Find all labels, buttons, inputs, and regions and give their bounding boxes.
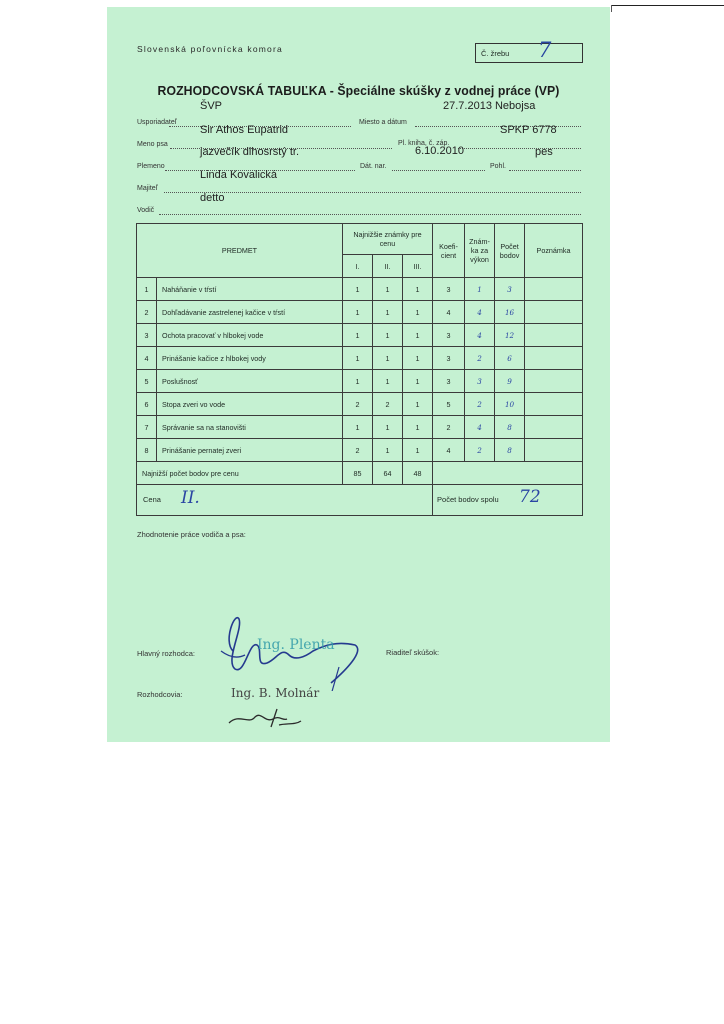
row-points: 16 bbox=[495, 301, 525, 324]
organization-name: Slovenská poľovnícka komora bbox=[137, 44, 283, 54]
row-min-1: 1 bbox=[343, 301, 373, 324]
prize-cell bbox=[137, 485, 433, 516]
header-prize-3: III. bbox=[403, 255, 433, 278]
row-grade: 2 bbox=[465, 347, 495, 370]
row-subject: Poslušnosť bbox=[157, 370, 343, 393]
min-points-1: 85 bbox=[343, 462, 373, 485]
row-min-1: 1 bbox=[343, 347, 373, 370]
sex-value: pes bbox=[535, 146, 553, 158]
row-points: 8 bbox=[495, 439, 525, 462]
organizer-label: Usporiadateľ bbox=[137, 119, 177, 126]
dog-name-label: Meno psa bbox=[137, 141, 168, 148]
row-coefficient: 5 bbox=[433, 393, 465, 416]
owner-line bbox=[164, 192, 581, 193]
row-coefficient: 3 bbox=[433, 278, 465, 301]
table-header-row bbox=[137, 224, 583, 255]
row-number: 3 bbox=[137, 324, 157, 347]
row-note bbox=[525, 347, 583, 370]
min-points-3: 48 bbox=[403, 462, 433, 485]
row-min-2: 1 bbox=[373, 370, 403, 393]
total-row bbox=[137, 485, 583, 516]
row-min-2: 1 bbox=[373, 278, 403, 301]
row-min-3: 1 bbox=[403, 439, 433, 462]
row-number: 7 bbox=[137, 416, 157, 439]
row-coefficient: 2 bbox=[433, 416, 465, 439]
birth-date-label: Dát. nar. bbox=[360, 163, 387, 170]
handler-label: Vodič bbox=[137, 207, 155, 214]
row-min-1: 1 bbox=[343, 278, 373, 301]
row-min-2: 1 bbox=[373, 416, 403, 439]
scan-edge-tick bbox=[611, 5, 612, 12]
row-number: 8 bbox=[137, 439, 157, 462]
page-title: ROZHODCOVSKÁ TABUĽKA - Špeciálne skúšky z vodnej práce (VP) bbox=[157, 84, 560, 98]
header-coefficient: Koefi-cient bbox=[433, 224, 465, 278]
row-min-1: 1 bbox=[343, 324, 373, 347]
row-subject: Stopa zveri vo vode bbox=[157, 393, 343, 416]
row-number: 4 bbox=[137, 347, 157, 370]
row-min-3: 1 bbox=[403, 278, 433, 301]
row-points: 8 bbox=[495, 416, 525, 439]
row-grade: 4 bbox=[465, 324, 495, 347]
row-min-1: 2 bbox=[343, 439, 373, 462]
row-min-3: 1 bbox=[403, 416, 433, 439]
row-points: 12 bbox=[495, 324, 525, 347]
row-coefficient: 4 bbox=[433, 439, 465, 462]
table-row bbox=[137, 393, 583, 416]
header-prize-2: II. bbox=[373, 255, 403, 278]
row-note bbox=[525, 324, 583, 347]
dog-name-value: Sir Athos Eupatrid bbox=[200, 124, 289, 136]
studbook-value: SPKP 6778 bbox=[500, 124, 557, 136]
total-points-value: 72 bbox=[519, 487, 541, 507]
sex-line bbox=[509, 170, 581, 171]
row-min-3: 1 bbox=[403, 324, 433, 347]
row-note bbox=[525, 370, 583, 393]
draw-number-value: 7 bbox=[538, 38, 552, 62]
row-subject: Dohľadávanie zastrelenej kačice v tŕstí bbox=[157, 301, 343, 324]
row-coefficient: 4 bbox=[433, 301, 465, 324]
row-min-3: 1 bbox=[403, 301, 433, 324]
table-row bbox=[137, 370, 583, 393]
row-grade: 3 bbox=[465, 370, 495, 393]
header-points: Počet bodov bbox=[495, 224, 525, 278]
row-note bbox=[525, 439, 583, 462]
judge-signature bbox=[225, 703, 305, 729]
organizer-value: ŠVP bbox=[200, 100, 223, 112]
min-points-row bbox=[137, 462, 583, 485]
row-grade: 1 bbox=[465, 278, 495, 301]
judge-stamp: Ing. B. Molnár bbox=[231, 686, 320, 700]
table-row bbox=[137, 324, 583, 347]
row-grade: 2 bbox=[465, 393, 495, 416]
row-points: 9 bbox=[495, 370, 525, 393]
chief-judge-stamp: Ing. Plenta bbox=[257, 637, 335, 653]
prize-label: Cena bbox=[143, 495, 161, 504]
scan-edge-line bbox=[612, 5, 724, 6]
header-min-grades: Najnižšie známky pre cenu bbox=[343, 224, 433, 255]
row-grade: 4 bbox=[465, 416, 495, 439]
row-min-2: 1 bbox=[373, 347, 403, 370]
row-min-3: 1 bbox=[403, 370, 433, 393]
table-row bbox=[137, 278, 583, 301]
draw-number-box bbox=[475, 38, 583, 63]
studbook-label: Pl. kniha, č. záp. bbox=[398, 140, 450, 147]
owner-label: Majiteľ bbox=[137, 185, 158, 192]
total-points-cell bbox=[433, 485, 583, 516]
test-director-label: Riaditeľ skúšok: bbox=[386, 648, 440, 657]
breed-value: jazvečík dlhosrstý tr. bbox=[200, 146, 300, 158]
min-points-empty bbox=[433, 462, 583, 485]
row-min-3: 1 bbox=[403, 393, 433, 416]
row-grade: 2 bbox=[465, 439, 495, 462]
studbook-line bbox=[458, 148, 581, 149]
row-min-3: 1 bbox=[403, 347, 433, 370]
row-note bbox=[525, 301, 583, 324]
row-min-2: 1 bbox=[373, 301, 403, 324]
header-prize-1: I. bbox=[343, 255, 373, 278]
total-points-label: Počet bodov spolu bbox=[437, 495, 499, 504]
birth-date-line bbox=[392, 170, 485, 171]
row-number: 2 bbox=[137, 301, 157, 324]
row-number: 1 bbox=[137, 278, 157, 301]
row-coefficient: 3 bbox=[433, 324, 465, 347]
table-row bbox=[137, 301, 583, 324]
row-points: 3 bbox=[495, 278, 525, 301]
row-coefficient: 3 bbox=[433, 347, 465, 370]
prize-value: II. bbox=[181, 488, 200, 508]
table-row bbox=[137, 416, 583, 439]
owner-value: Linda Kovalická bbox=[200, 169, 278, 181]
table-row bbox=[137, 347, 583, 370]
min-points-2: 64 bbox=[373, 462, 403, 485]
birth-date-value: 6.10.2010 bbox=[415, 145, 464, 157]
row-number: 6 bbox=[137, 393, 157, 416]
row-subject: Naháňanie v tŕstí bbox=[157, 278, 343, 301]
row-number: 5 bbox=[137, 370, 157, 393]
row-points: 6 bbox=[495, 347, 525, 370]
evaluation-label: Zhodnotenie práce vodiča a psa: bbox=[137, 530, 246, 539]
row-points: 10 bbox=[495, 393, 525, 416]
handler-line bbox=[159, 214, 581, 215]
row-min-2: 1 bbox=[373, 324, 403, 347]
row-min-1: 1 bbox=[343, 416, 373, 439]
row-subject: Ochota pracovať v hlbokej vode bbox=[157, 324, 343, 347]
sex-label: Pohl. bbox=[490, 163, 506, 170]
header-note: Poznámka bbox=[525, 224, 583, 278]
header-grade: Znám-ka za výkon bbox=[465, 224, 495, 278]
table-row bbox=[137, 439, 583, 462]
row-min-1: 1 bbox=[343, 370, 373, 393]
chief-judge-label: Hlavný rozhodca: bbox=[137, 649, 195, 658]
breed-label: Plemeno bbox=[137, 163, 165, 170]
row-note bbox=[525, 416, 583, 439]
place-date-label: Miesto a dátum bbox=[359, 119, 407, 126]
row-min-2: 1 bbox=[373, 439, 403, 462]
draw-number-label: Č. žrebu bbox=[481, 49, 510, 58]
row-note bbox=[525, 278, 583, 301]
header-predmet: PREDMET bbox=[137, 224, 343, 278]
score-table bbox=[136, 223, 583, 516]
row-subject: Správanie sa na stanovišti bbox=[157, 416, 343, 439]
score-sheet bbox=[107, 7, 610, 742]
row-min-1: 2 bbox=[343, 393, 373, 416]
place-date-value: 27.7.2013 Nebojsa bbox=[443, 100, 536, 112]
handler-value: detto bbox=[200, 192, 225, 204]
row-grade: 4 bbox=[465, 301, 495, 324]
min-points-label: Najnižší počet bodov pre cenu bbox=[137, 462, 343, 485]
row-subject: Prinášanie kačice z hlbokej vody bbox=[157, 347, 343, 370]
row-subject: Prinášanie pernatej zveri bbox=[157, 439, 343, 462]
judges-label: Rozhodcovia: bbox=[137, 690, 183, 699]
row-coefficient: 3 bbox=[433, 370, 465, 393]
row-min-2: 2 bbox=[373, 393, 403, 416]
row-note bbox=[525, 393, 583, 416]
